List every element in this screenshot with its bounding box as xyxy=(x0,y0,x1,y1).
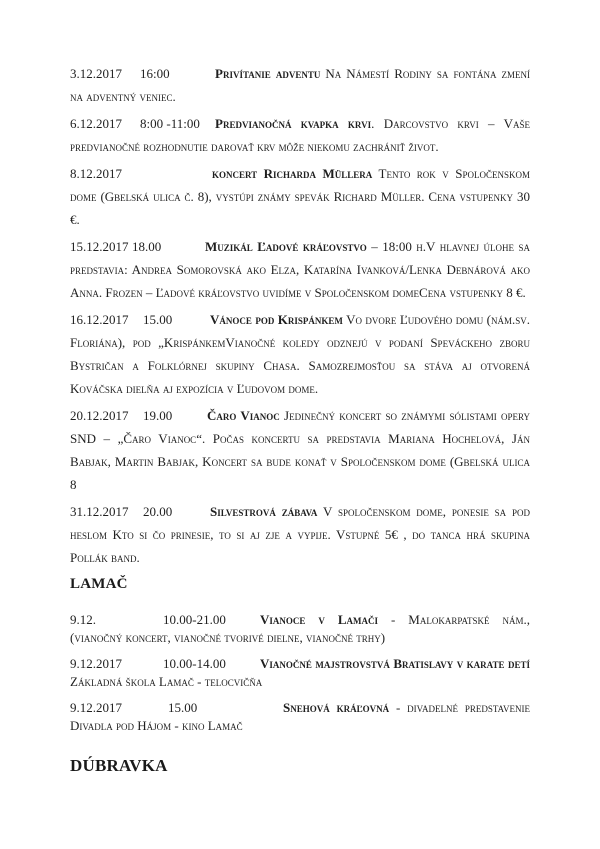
event-time: 10.00-21.00 xyxy=(163,612,226,627)
event-description: . Darcovstvo krvi – Vaše predvianočné rozhodnutie darovať krv môže niekomu zachrániť život. xyxy=(70,116,530,154)
event-entry xyxy=(70,611,530,646)
event-time: 19.00 xyxy=(143,408,173,423)
event-title: Vánoce pod Krispánkem xyxy=(210,312,343,327)
event-title: Predvianočná kvapka krvi xyxy=(215,116,372,131)
event-time: 15.00 xyxy=(143,312,173,327)
event-date: 8.12.2017 xyxy=(70,166,122,181)
event-date: 15.12.2017 xyxy=(70,239,129,254)
event-title: koncert Richarda Müllera xyxy=(212,166,373,181)
event-time: 15.00 xyxy=(168,700,198,715)
event-date: 20.12.2017 xyxy=(70,408,129,423)
event-entry xyxy=(70,235,530,304)
event-entry xyxy=(70,500,530,569)
event-description: V spoločenskom dome, ponesie sa pod heslom Kto si čo prinesie, to si aj zje a vypije. Vstupné 5€ , do tanca hrá skupina Pollák band. xyxy=(70,504,530,565)
event-description: - divadelné predstavenie Divadla pod Hájom - kino Lamač xyxy=(70,700,530,733)
event-description: Jedinečný koncert so známymi sólistami opery SND – „Čaro Vianoc“. Počas koncertu sa predstavia Mariana Hochelová, Ján Babjak, Martin Babjak, Koncert sa bude konať v Spoločenskom dome (Gbelská ulica 8 xyxy=(70,408,530,492)
event-entry xyxy=(70,308,530,400)
event-title: Vianoce v Lamači xyxy=(260,612,379,627)
section-heading-lamac: LAMAČ xyxy=(70,576,128,592)
event-date: 9.12. xyxy=(70,612,96,627)
event-description: Tento rok v Spoločenskom dome (Gbelská ulica č. 8), vystúpi známy spevák Richard Müller. Cena vstupenky 30 €. xyxy=(70,166,530,227)
event-title: Privítanie adventu xyxy=(215,66,321,81)
event-title: Muzikál Ľadové kráľovstvo xyxy=(205,239,367,254)
event-entry xyxy=(70,62,530,108)
event-date: 6.12.2017 xyxy=(70,116,122,131)
event-date: 9.12.2017 xyxy=(70,656,122,671)
event-description: - Malokarpatské nám., (vianočný koncert, vianočné tvorivé dielne, vianočné trhy) xyxy=(70,612,531,645)
event-title: Silvestrová zábava xyxy=(210,504,318,519)
event-entry xyxy=(70,112,530,158)
event-title: Snehová kráľovná xyxy=(283,700,390,715)
event-description: Základná škola Lamač - telocvičňa xyxy=(70,673,263,689)
event-time: 16:00 xyxy=(140,66,170,81)
event-time: 10.00-14.00 xyxy=(163,656,226,671)
event-date: 3.12.2017 xyxy=(70,66,122,81)
event-entry xyxy=(70,162,530,231)
event-date: 31.12.2017 xyxy=(70,504,129,519)
event-title: Vianočné majstrovstvá Bratislavy v karate detí xyxy=(260,656,530,671)
event-title: Čaro Vianoc xyxy=(207,408,280,423)
event-time: 20.00 xyxy=(143,504,173,519)
event-description: – 18:00 h.V hlavnej úlohe sa predstavia: Andrea Somorovská ako Elza, Katarína Ivanková/Lenka Debnárová ako Anna. Frozen – Ľadové kráľovstvo uvidíme v Spoločenskom domeCena vstupenky 8 €. xyxy=(70,239,530,300)
event-entry xyxy=(70,699,530,734)
event-description: Na Námestí Rodiny sa fontána zmení na adventný veniec. xyxy=(70,66,530,104)
event-entry xyxy=(70,404,530,496)
section-heading-dubravka: DÚBRAVKA xyxy=(70,756,168,775)
event-entry xyxy=(70,655,530,690)
event-time: 8:00 -11:00 xyxy=(140,116,200,131)
event-time: 18.00 xyxy=(132,239,162,254)
event-date: 9.12.2017 xyxy=(70,700,122,715)
event-description: Vo dvore Ľudového domu (nám.sv. Floriána), pod „KrispánkemVianočné koledy odznejú v podaní Speváckeho zboru Bystričan a Folklórnej skupiny Chasa. Samozrejmosťou sa stáva aj otvorená Kováčska dielňa aj expozícia v Ľudovom dome. xyxy=(70,312,530,396)
event-date: 16.12.2017 xyxy=(70,312,129,327)
